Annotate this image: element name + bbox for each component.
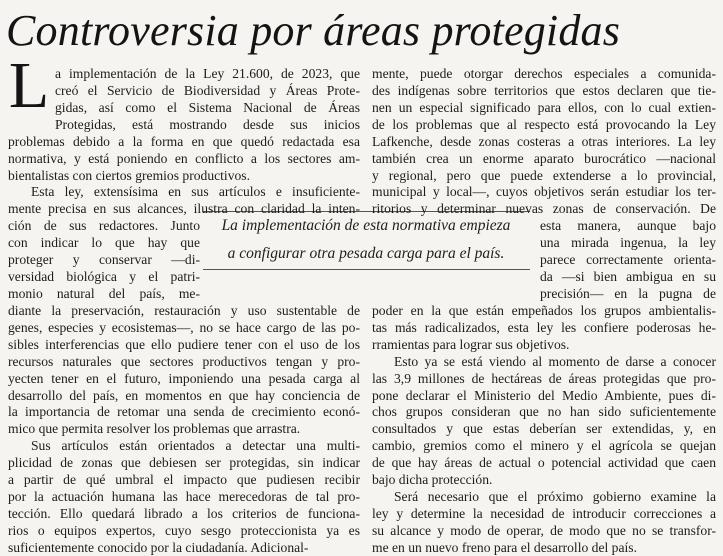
body-line: poder en la que están empeñados los grupos ambientalis-: [372, 302, 716, 318]
body-line: creó el Servicio de Biodiversidad y Áreas Prote-: [55, 82, 360, 98]
body-line: las 3,9 millones de hectáreas de áreas protegidas que pro-: [372, 370, 716, 386]
body-line: de los problemas que al respecto está provocando la Ley: [372, 116, 716, 132]
body-line: Lafkenche, desde zonas costeras a otras interiores. La ley: [372, 133, 716, 149]
body-line: yecten tener en el futuro, imponiendo una pesada carga al: [8, 370, 360, 386]
body-line: y regional, pero que puede extenderse a lo provincial,: [372, 167, 716, 183]
body-line: por la actuación humana las hace merecedoras de tal pro-: [8, 489, 360, 504]
body-line: desarrollo del país, en momentos en que hay conciencia de: [8, 387, 360, 403]
body-line: con indicar lo que hay que: [8, 235, 200, 251]
body-line: des indígenas sobre territorios que estos declaren que tie-: [372, 82, 716, 98]
body-line: la importancia de retomar una senda de crecimiento econó-: [8, 404, 360, 420]
headline: Controversia por áreas protegidas: [6, 6, 621, 55]
body-line: ción de sus redactores. Junto: [8, 218, 200, 234]
body-line: precisión— en la pugna de: [540, 286, 716, 301]
body-line: su alcance y modo de operar, de modo que no se transfor-: [372, 522, 716, 538]
body-line: me en un nuevo freno para el desarrollo del país.: [372, 539, 637, 555]
body-line: gidas, así como el Sistema Nacional de Áreas: [55, 99, 360, 115]
body-line: municipal y local—, cuyos objetivos serán estudiar los ter-: [372, 184, 716, 200]
body-line: versidad biológica y el patri-: [8, 269, 200, 284]
body-line: plicidad de zonas que debiesen ser protegidas, sin indicar: [8, 455, 360, 471]
body-line: ritorios y determinar nuevas zonas de conservación. De: [372, 201, 716, 217]
body-line: de que hay áreas de actual o potencial actividad que caen: [372, 455, 716, 471]
pull-quote-rule-bottom: [203, 269, 530, 270]
body-line: consultados y que estas deberían ser extendidas, y, en: [372, 421, 716, 437]
body-line: pone declarar el Ministerio del Medio Ambiente, pues di-: [372, 387, 716, 403]
pull-quote-line-2: a configurar otra pesada carga para el país.: [227, 245, 505, 262]
body-line: rios o equipos expertos, cuyo sesgo proteccionista ya es: [8, 522, 360, 538]
body-line: bajo dicha protección.: [372, 472, 493, 488]
body-line: Esto ya se está viendo al momento de darse a conocer: [394, 353, 716, 369]
body-line: Esta ley, extensísima en sus artículos e insuficiente-: [31, 184, 360, 200]
body-line: rramientas para lograr sus objetivos.: [372, 336, 570, 352]
body-line: Sus artículos están orientados a detectar una multi-: [31, 438, 360, 454]
body-line: diante la preservación, restauración y uso sustentable de: [8, 302, 360, 318]
body-line: a implementación de la Ley 21.600, de 2023, que: [55, 66, 360, 81]
body-line: problemas debido a la forma en que quedó redactada esa: [8, 133, 360, 149]
body-line: a partir de qué umbral el impacto que pudiesen recibir: [8, 472, 360, 488]
body-line: monio natural del país, me-: [8, 286, 200, 301]
body-line: mente precisa en sus alcances, ilustra con claridad la inten-: [8, 201, 360, 217]
body-line: bientalistas con ciertos gremios productivos.: [8, 167, 250, 183]
body-line: ley y determine la necesidad de introducir correcciones a: [372, 505, 716, 521]
body-line: proteger y conservar —di-: [8, 252, 200, 268]
body-line: genes, especies y ecosistemas—, no se hace cargo de las po-: [8, 319, 360, 335]
body-line: da —si bien ambigua en su: [540, 269, 716, 284]
body-line: recursos naturales que sectores productivos tengan y pro-: [8, 353, 360, 369]
pull-quote-line-1: La implementación de esta normativa empieza: [221, 217, 511, 234]
body-line: tección. Ello quedará librado a los criterios de funciona-: [8, 505, 360, 521]
body-line: Protegidas, está mostrando desde sus inicios: [55, 116, 360, 132]
body-line: suficientemente conocido por la ciudadanía. Adicional-: [8, 539, 309, 555]
body-line: una mirada ingenua, la ley: [540, 235, 716, 251]
body-line: nen un especial significado para ellos, con lo cual extien-: [372, 99, 716, 115]
body-line: mente, puede otorgar derechos especiales a comunida-: [372, 66, 716, 81]
body-line: chos grupos consideran que no han sido suficientemente: [372, 404, 716, 420]
body-line: cambio, gremios como el minero y el agrícola se quejan: [372, 438, 716, 454]
body-line: normativa, y está poniendo en conflicto a los sectores am-: [8, 150, 360, 166]
body-line: mico que permita resolver los problemas que arrastra.: [8, 421, 301, 437]
body-line: tas más radicalizados, esta ley les confiere poderosas he-: [372, 319, 716, 335]
body-line: sibles interferencias que ello pudiere tener con el uso de los: [8, 336, 360, 352]
body-line: esta manera, aunque bajo: [540, 218, 716, 234]
drop-cap: L: [8, 49, 50, 122]
body-line: Será necesario que el próximo gobierno examine la: [394, 489, 716, 504]
body-line: también crea un enorme aparato burocrático —nacional: [372, 150, 716, 166]
body-line: parece correctamente orienta-: [540, 252, 716, 268]
